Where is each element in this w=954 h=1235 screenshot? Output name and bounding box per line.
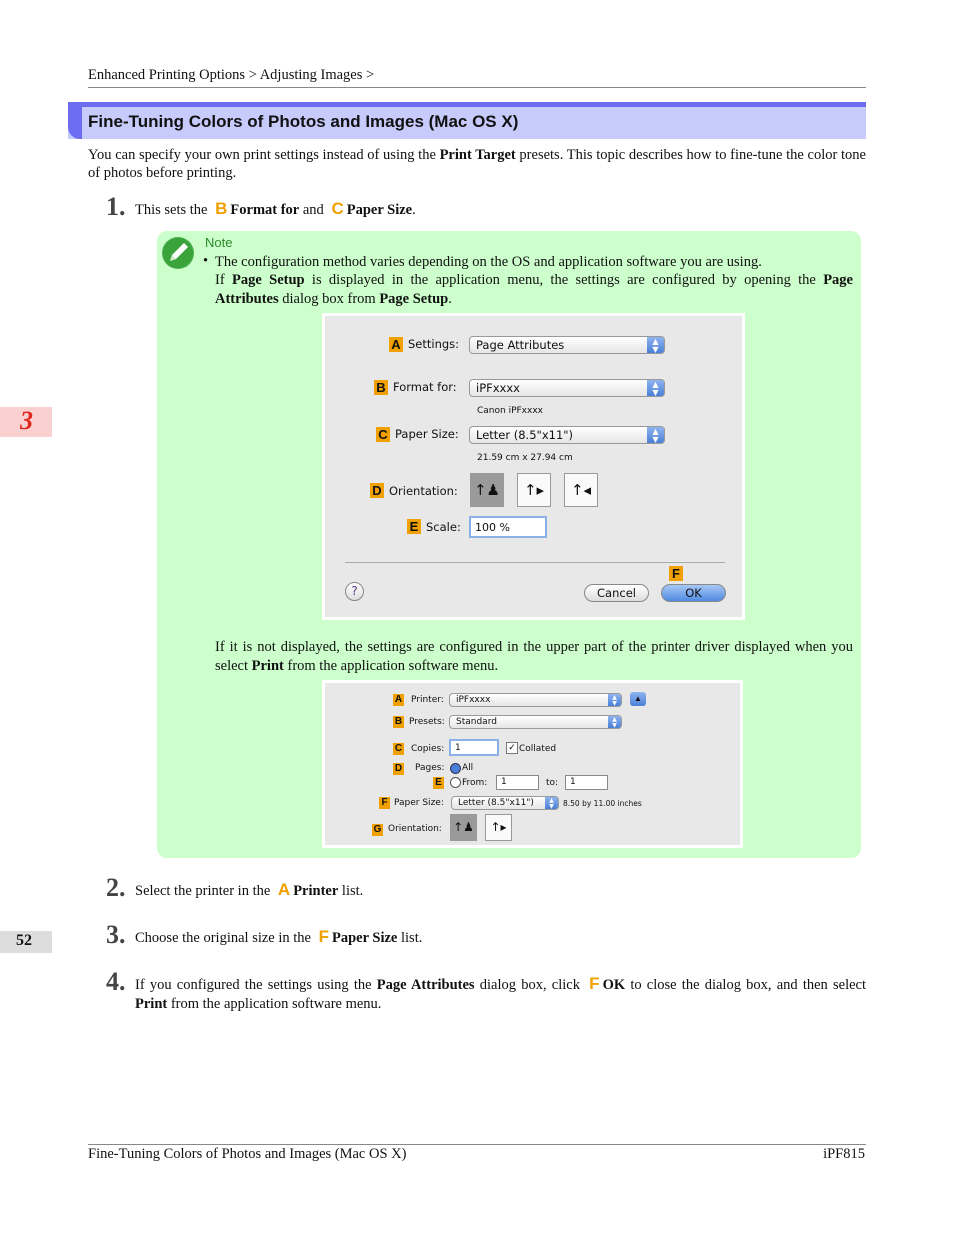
paper-size-label: Paper Size: <box>395 427 459 441</box>
note-text-3: If it is not displayed, the settings are configured in the upper part of the printer driver displayed when you select Print from the application software menu. <box>215 639 853 674</box>
to-input[interactable]: 1 <box>565 775 608 790</box>
badge-e: E <box>433 777 444 789</box>
badge-g: G <box>373 824 382 835</box>
section-title: Fine-Tuning Colors of Photos and Images (Mac OS X) <box>88 112 519 131</box>
label-f-icon: F <box>318 927 329 946</box>
step-text: If you configured the settings using the Page Attributes dialog box, click F OK to close the dialog box, and then select Print from the application software menu. <box>135 974 867 1012</box>
printer-label: Printer: <box>411 695 444 705</box>
note-text-1: The configuration method varies depending on the OS and application software you are using. <box>215 254 762 270</box>
step-text: Choose the original size in the F Paper Size list. <box>135 927 423 946</box>
orientation-label: Orientation: <box>389 484 458 498</box>
landscape-right-orientation-icon[interactable]: ↑◂ <box>564 473 598 507</box>
header-rule <box>88 87 866 88</box>
pages-label: Pages: <box>415 763 445 773</box>
badge-d: D <box>370 483 384 498</box>
from-input[interactable]: 1 <box>496 775 539 790</box>
footer-model: iPF815 <box>823 1146 865 1162</box>
badge-a: A <box>394 694 403 705</box>
presets-popup[interactable]: Standard ▲ ▼ <box>449 715 622 729</box>
from-label: From: <box>462 778 488 788</box>
popup-arrows-icon: ▲ ▼ <box>647 427 664 443</box>
page-attributes-dialog <box>322 313 745 620</box>
format-for-label: Format for: <box>393 380 457 394</box>
paper-size-dimensions: 21.59 cm x 27.94 cm <box>477 453 573 463</box>
badge-c: C <box>394 743 403 754</box>
page-number: 52 <box>16 932 32 949</box>
collated-checkbox[interactable]: ✓ <box>506 742 518 754</box>
note-bullet: • <box>203 253 209 269</box>
format-for-popup[interactable]: iPFxxxx ▲ ▼ <box>469 379 665 397</box>
badge-b: B <box>394 716 403 727</box>
step-number: 4. <box>106 967 126 996</box>
note-text-2: If Page Setup is displayed in the application menu, the settings are configured by opening the Page Attributes dialog box from Page Setup. <box>215 272 853 307</box>
step-number: 3. <box>106 920 126 949</box>
presets-label: Presets: <box>409 717 445 727</box>
to-label: to: <box>546 778 559 788</box>
print-dialog <box>322 680 743 848</box>
settings-popup[interactable]: Page Attributes ▲ ▼ <box>469 336 665 354</box>
disclosure-triangle-icon[interactable]: ▲ <box>630 692 646 706</box>
note-label: Note <box>205 235 233 250</box>
badge-e: E <box>407 519 421 534</box>
paper-size-popup[interactable]: Letter (8.5"x11") ▲ ▼ <box>451 796 559 810</box>
ok-button[interactable]: OK <box>661 584 726 602</box>
chapter-number: 3 <box>20 406 33 435</box>
step-number: 2. <box>106 873 126 902</box>
copies-input[interactable]: 1 <box>449 739 499 756</box>
popup-arrows-icon: ▲ ▼ <box>608 694 621 706</box>
collated-label: Collated <box>519 744 557 754</box>
landscape-left-orientation-icon[interactable]: ↑▸ <box>517 473 551 507</box>
all-label: All <box>462 763 474 773</box>
step-number: 1. <box>106 192 126 221</box>
popup-arrows-icon: ▲ ▼ <box>647 380 664 396</box>
popup-arrows-icon: ▲ ▼ <box>545 797 558 809</box>
cancel-button[interactable]: Cancel <box>584 584 649 602</box>
footer-rule <box>88 1144 866 1145</box>
badge-c: C <box>376 427 390 442</box>
landscape-orientation-icon[interactable]: ↑▸ <box>485 814 512 841</box>
badge-a: A <box>389 337 403 352</box>
label-c-icon: C <box>331 199 344 218</box>
badge-f: F <box>669 566 683 581</box>
badge-f: F <box>379 797 390 809</box>
section-header-accent <box>68 102 82 139</box>
settings-label: Settings: <box>408 337 460 351</box>
portrait-orientation-icon[interactable]: ↑♟ <box>450 814 477 841</box>
popup-arrows-icon: ▲ ▼ <box>608 716 621 728</box>
portrait-orientation-icon[interactable]: ↑♟ <box>470 473 504 507</box>
help-icon[interactable]: ? <box>345 582 364 601</box>
all-radio[interactable] <box>450 763 461 774</box>
badge-d: D <box>394 763 403 774</box>
badge-b: B <box>374 380 388 395</box>
footer-title: Fine-Tuning Colors of Photos and Images (Mac OS X) <box>88 1146 407 1162</box>
breadcrumb: Enhanced Printing Options > Adjusting Images > <box>88 67 375 83</box>
label-b-icon: B <box>215 199 228 218</box>
pencil-note-icon <box>162 237 194 269</box>
label-a-icon: A <box>277 880 291 899</box>
orientation-label: Orientation: <box>388 824 442 834</box>
label-f-icon: F <box>589 974 600 993</box>
step-text: Select the printer in the A Printer list. <box>135 880 364 899</box>
format-for-description: Canon iPFxxxx <box>477 406 543 416</box>
copies-label: Copies: <box>411 744 445 754</box>
paper-size-label: Paper Size: <box>394 798 444 808</box>
paper-size-dimensions: 8.50 by 11.00 inches <box>563 799 642 808</box>
dialog-divider <box>345 562 725 563</box>
intro-paragraph: You can specify your own print settings instead of using the Print Target presets. This topic describes how to fine-tune the color tone of photos before printing. <box>88 147 866 181</box>
step-text: This sets the B Format for and C Paper Size. <box>135 199 416 218</box>
scale-input[interactable]: 100 % <box>469 516 547 538</box>
scale-label: Scale: <box>426 520 461 534</box>
printer-popup[interactable]: iPFxxxx ▲ ▼ <box>449 693 622 707</box>
popup-arrows-icon: ▲ ▼ <box>647 337 664 353</box>
paper-size-popup[interactable]: Letter (8.5"x11") ▲ ▼ <box>469 426 665 444</box>
from-radio[interactable] <box>450 777 461 788</box>
